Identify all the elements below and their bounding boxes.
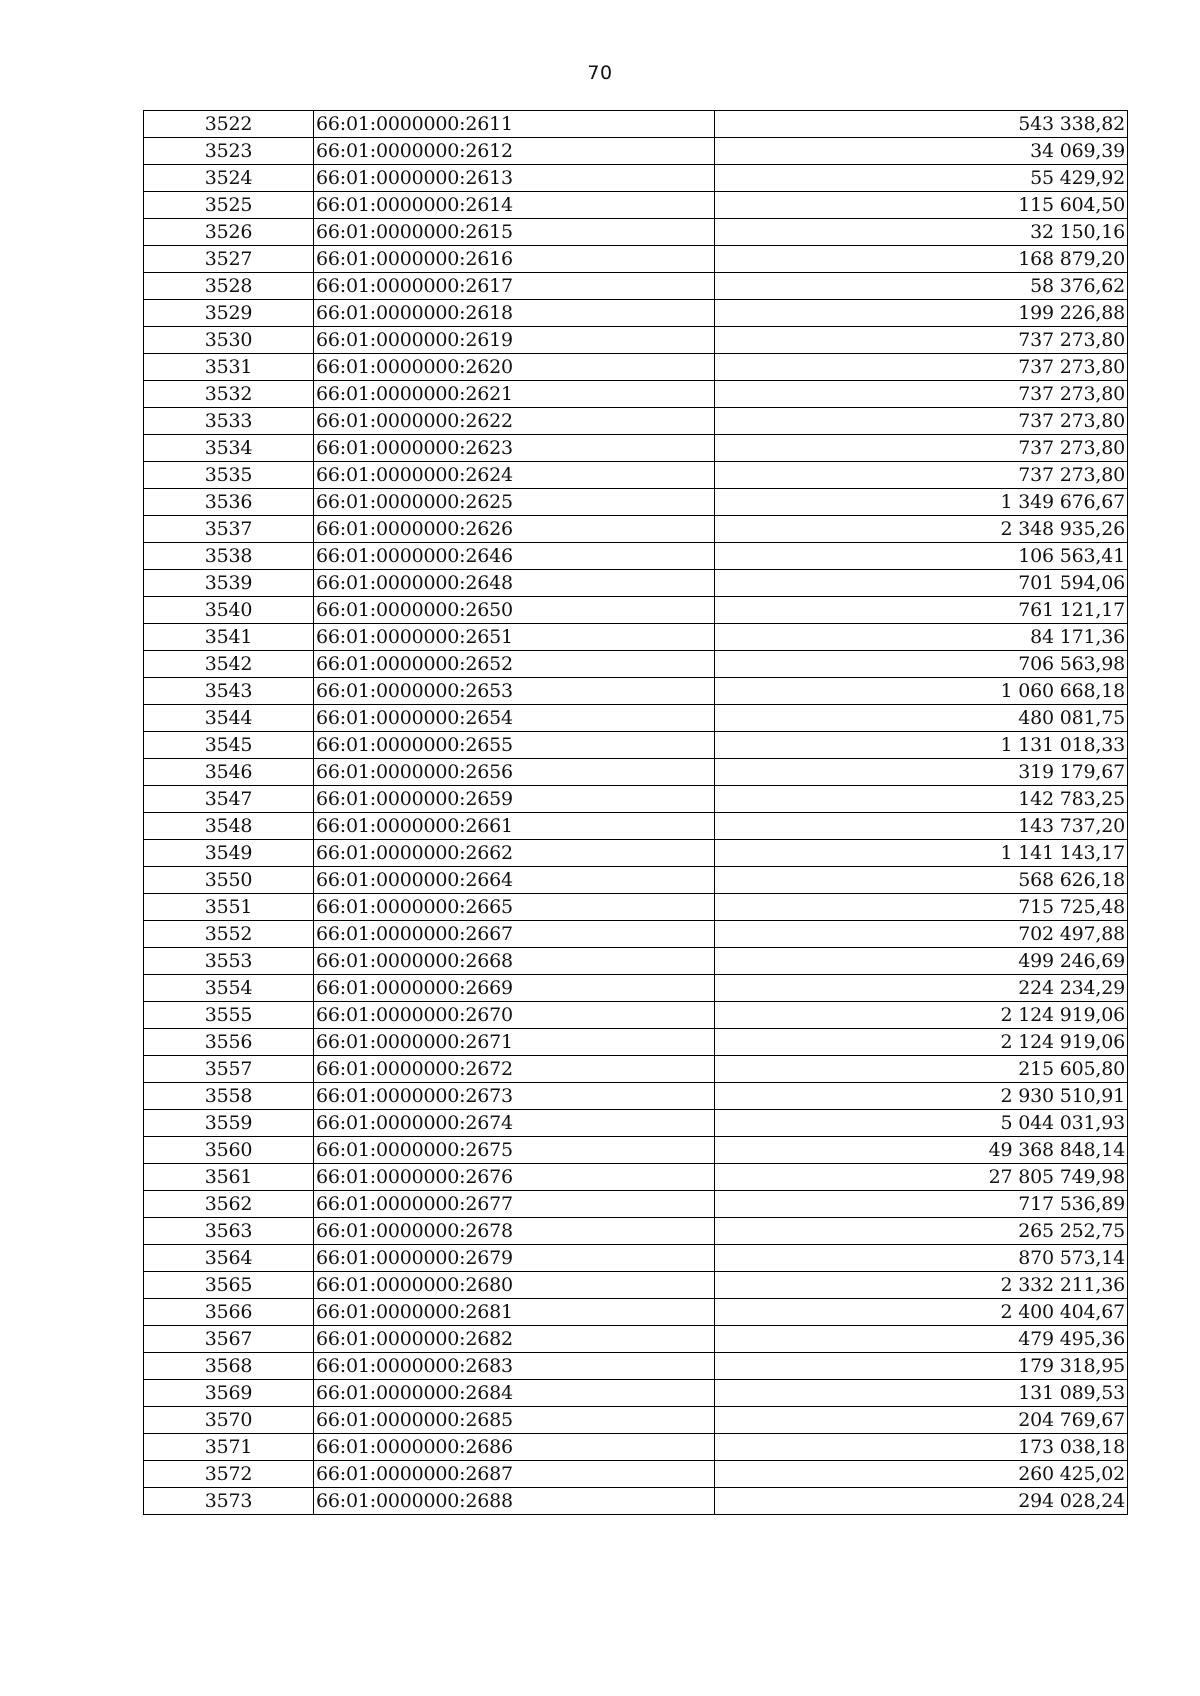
row-number-cell: 3573	[144, 1488, 314, 1515]
table-row	[144, 1488, 1128, 1515]
cadastral-value-cell: 701 594,06	[715, 570, 1128, 597]
table-row	[144, 381, 1128, 408]
row-number-cell: 3541	[144, 624, 314, 651]
cadastral-value-cell: 717 536,89	[715, 1191, 1128, 1218]
cadastral-value-cell: 265 252,75	[715, 1218, 1128, 1245]
cadastral-number-cell: 66:01:0000000:2621	[314, 381, 715, 408]
table-row	[144, 975, 1128, 1002]
cadastral-number-cell: 66:01:0000000:2680	[314, 1272, 715, 1299]
row-number-cell: 3569	[144, 1380, 314, 1407]
table-row	[144, 1245, 1128, 1272]
table-row	[144, 327, 1128, 354]
cadastral-value-cell: 737 273,80	[715, 435, 1128, 462]
table-row	[144, 624, 1128, 651]
cadastral-number-cell: 66:01:0000000:2617	[314, 273, 715, 300]
cadastral-number-cell: 66:01:0000000:2681	[314, 1299, 715, 1326]
table-row	[144, 354, 1128, 381]
row-number-cell: 3526	[144, 219, 314, 246]
cadastral-number-cell: 66:01:0000000:2625	[314, 489, 715, 516]
row-number-cell: 3557	[144, 1056, 314, 1083]
cadastral-value-cell: 106 563,41	[715, 543, 1128, 570]
row-number-cell: 3568	[144, 1353, 314, 1380]
table-row	[144, 1191, 1128, 1218]
table-row	[144, 462, 1128, 489]
cadastral-number-cell: 66:01:0000000:2672	[314, 1056, 715, 1083]
table-row	[144, 435, 1128, 462]
cadastral-value-cell: 131 089,53	[715, 1380, 1128, 1407]
table-row	[144, 1326, 1128, 1353]
row-number-cell: 3530	[144, 327, 314, 354]
cadastral-value-cell: 204 769,67	[715, 1407, 1128, 1434]
table-row	[144, 408, 1128, 435]
cadastral-number-cell: 66:01:0000000:2646	[314, 543, 715, 570]
table-row	[144, 1407, 1128, 1434]
cadastral-number-cell: 66:01:0000000:2654	[314, 705, 715, 732]
cadastral-value-cell: 2 400 404,67	[715, 1299, 1128, 1326]
cadastral-number-cell: 66:01:0000000:2667	[314, 921, 715, 948]
cadastral-value-cell: 1 060 668,18	[715, 678, 1128, 705]
cadastral-value-cell: 737 273,80	[715, 462, 1128, 489]
cadastral-value-cell: 49 368 848,14	[715, 1137, 1128, 1164]
cadastral-value-cell: 260 425,02	[715, 1461, 1128, 1488]
cadastral-value-cell: 480 081,75	[715, 705, 1128, 732]
cadastral-value-cell: 58 376,62	[715, 273, 1128, 300]
row-number-cell: 3545	[144, 732, 314, 759]
table-row	[144, 1164, 1128, 1191]
table-row	[144, 786, 1128, 813]
cadastral-value-cell: 499 246,69	[715, 948, 1128, 975]
cadastral-number-cell: 66:01:0000000:2620	[314, 354, 715, 381]
cadastral-number-cell: 66:01:0000000:2668	[314, 948, 715, 975]
cadastral-value-cell: 319 179,67	[715, 759, 1128, 786]
row-number-cell: 3558	[144, 1083, 314, 1110]
cadastral-value-cell: 702 497,88	[715, 921, 1128, 948]
row-number-cell: 3547	[144, 786, 314, 813]
cadastral-value-cell: 737 273,80	[715, 327, 1128, 354]
table-row	[144, 570, 1128, 597]
cadastral-number-cell: 66:01:0000000:2688	[314, 1488, 715, 1515]
row-number-cell: 3534	[144, 435, 314, 462]
cadastral-number-cell: 66:01:0000000:2678	[314, 1218, 715, 1245]
table-row	[144, 1218, 1128, 1245]
row-number-cell: 3561	[144, 1164, 314, 1191]
row-number-cell: 3549	[144, 840, 314, 867]
cadastral-number-cell: 66:01:0000000:2683	[314, 1353, 715, 1380]
cadastral-number-cell: 66:01:0000000:2655	[314, 732, 715, 759]
row-number-cell: 3535	[144, 462, 314, 489]
cadastral-value-cell: 1 141 143,17	[715, 840, 1128, 867]
cadastral-value-cell: 2 930 510,91	[715, 1083, 1128, 1110]
cadastral-number-cell: 66:01:0000000:2612	[314, 138, 715, 165]
table-row	[144, 1002, 1128, 1029]
table-row	[144, 246, 1128, 273]
cadastral-value-cell: 179 318,95	[715, 1353, 1128, 1380]
cadastral-value-cell: 32 150,16	[715, 219, 1128, 246]
cadastral-value-cell: 173 038,18	[715, 1434, 1128, 1461]
cadastral-number-cell: 66:01:0000000:2684	[314, 1380, 715, 1407]
cadastral-number-cell: 66:01:0000000:2651	[314, 624, 715, 651]
table-row	[144, 1272, 1128, 1299]
cadastral-value-cell: 870 573,14	[715, 1245, 1128, 1272]
cadastral-number-cell: 66:01:0000000:2676	[314, 1164, 715, 1191]
row-number-cell: 3522	[144, 111, 314, 138]
cadastral-value-cell: 294 028,24	[715, 1488, 1128, 1515]
row-number-cell: 3524	[144, 165, 314, 192]
cadastral-number-cell: 66:01:0000000:2618	[314, 300, 715, 327]
cadastral-value-cell: 34 069,39	[715, 138, 1128, 165]
cadastral-number-cell: 66:01:0000000:2686	[314, 1434, 715, 1461]
cadastral-number-cell: 66:01:0000000:2685	[314, 1407, 715, 1434]
table-row	[144, 678, 1128, 705]
cadastral-value-cell: 479 495,36	[715, 1326, 1128, 1353]
cadastral-value-cell: 2 332 211,36	[715, 1272, 1128, 1299]
row-number-cell: 3528	[144, 273, 314, 300]
row-number-cell: 3571	[144, 1434, 314, 1461]
table-row	[144, 1461, 1128, 1488]
cadastral-value-cell: 115 604,50	[715, 192, 1128, 219]
table-row	[144, 1299, 1128, 1326]
cadastral-value-cell: 568 626,18	[715, 867, 1128, 894]
cadastral-value-cell: 737 273,80	[715, 408, 1128, 435]
table-row	[144, 219, 1128, 246]
table-row	[144, 597, 1128, 624]
table-row	[144, 138, 1128, 165]
table-row	[144, 1434, 1128, 1461]
cadastral-value-cell: 1 131 018,33	[715, 732, 1128, 759]
cadastral-value-cell: 2 348 935,26	[715, 516, 1128, 543]
cadastral-number-cell: 66:01:0000000:2670	[314, 1002, 715, 1029]
row-number-cell: 3566	[144, 1299, 314, 1326]
cadastral-value-cell: 1 349 676,67	[715, 489, 1128, 516]
cadastral-value-cell: 715 725,48	[715, 894, 1128, 921]
table-row	[144, 921, 1128, 948]
table-row	[144, 1083, 1128, 1110]
row-number-cell: 3552	[144, 921, 314, 948]
row-number-cell: 3548	[144, 813, 314, 840]
cadastral-value-cell: 706 563,98	[715, 651, 1128, 678]
page-number: 70	[587, 62, 613, 84]
cadastral-value-cell: 761 121,17	[715, 597, 1128, 624]
cadastral-value-cell: 142 783,25	[715, 786, 1128, 813]
cadastral-number-cell: 66:01:0000000:2613	[314, 165, 715, 192]
row-number-cell: 3567	[144, 1326, 314, 1353]
row-number-cell: 3550	[144, 867, 314, 894]
row-number-cell: 3531	[144, 354, 314, 381]
cadastral-number-cell: 66:01:0000000:2615	[314, 219, 715, 246]
table-row	[144, 867, 1128, 894]
table-row	[144, 948, 1128, 975]
row-number-cell: 3546	[144, 759, 314, 786]
row-number-cell: 3565	[144, 1272, 314, 1299]
cadastral-number-cell: 66:01:0000000:2664	[314, 867, 715, 894]
cadastral-number-cell: 66:01:0000000:2624	[314, 462, 715, 489]
table-row	[144, 813, 1128, 840]
row-number-cell: 3532	[144, 381, 314, 408]
cadastral-value-cell: 737 273,80	[715, 354, 1128, 381]
cadastral-value-cell: 143 737,20	[715, 813, 1128, 840]
cadastral-value-cell: 737 273,80	[715, 381, 1128, 408]
row-number-cell: 3564	[144, 1245, 314, 1272]
table-row	[144, 516, 1128, 543]
cadastral-value-cell: 224 234,29	[715, 975, 1128, 1002]
cadastral-number-cell: 66:01:0000000:2659	[314, 786, 715, 813]
cadastral-number-cell: 66:01:0000000:2662	[314, 840, 715, 867]
row-number-cell: 3538	[144, 543, 314, 570]
cadastral-value-cell: 543 338,82	[715, 111, 1128, 138]
cadastral-number-cell: 66:01:0000000:2671	[314, 1029, 715, 1056]
table-row	[144, 1380, 1128, 1407]
cadastral-number-cell: 66:01:0000000:2622	[314, 408, 715, 435]
table-row	[144, 1137, 1128, 1164]
row-number-cell: 3551	[144, 894, 314, 921]
cadastral-number-cell: 66:01:0000000:2679	[314, 1245, 715, 1272]
table-body	[144, 111, 1128, 1515]
cadastral-value-cell: 2 124 919,06	[715, 1002, 1128, 1029]
cadastral-number-cell: 66:01:0000000:2611	[314, 111, 715, 138]
table-row	[144, 111, 1128, 138]
row-number-cell: 3553	[144, 948, 314, 975]
table-row	[144, 1110, 1128, 1137]
row-number-cell: 3555	[144, 1002, 314, 1029]
row-number-cell: 3536	[144, 489, 314, 516]
cadastral-number-cell: 66:01:0000000:2626	[314, 516, 715, 543]
row-number-cell: 3529	[144, 300, 314, 327]
cadastral-number-cell: 66:01:0000000:2673	[314, 1083, 715, 1110]
table-row	[144, 543, 1128, 570]
table-row	[144, 1056, 1128, 1083]
row-number-cell: 3563	[144, 1218, 314, 1245]
cadastral-value-cell: 55 429,92	[715, 165, 1128, 192]
table-row	[144, 759, 1128, 786]
row-number-cell: 3543	[144, 678, 314, 705]
table-row	[144, 840, 1128, 867]
row-number-cell: 3556	[144, 1029, 314, 1056]
cadastral-value-cell: 27 805 749,98	[715, 1164, 1128, 1191]
row-number-cell: 3537	[144, 516, 314, 543]
row-number-cell: 3542	[144, 651, 314, 678]
row-number-cell: 3570	[144, 1407, 314, 1434]
row-number-cell: 3523	[144, 138, 314, 165]
cadastral-number-cell: 66:01:0000000:2614	[314, 192, 715, 219]
cadastral-value-cell: 215 605,80	[715, 1056, 1128, 1083]
cadastral-number-cell: 66:01:0000000:2623	[314, 435, 715, 462]
table-row	[144, 894, 1128, 921]
table-row	[144, 300, 1128, 327]
table-row	[144, 705, 1128, 732]
cadastral-number-cell: 66:01:0000000:2675	[314, 1137, 715, 1164]
row-number-cell: 3540	[144, 597, 314, 624]
row-number-cell: 3544	[144, 705, 314, 732]
cadastral-number-cell: 66:01:0000000:2650	[314, 597, 715, 624]
cadastral-value-cell: 84 171,36	[715, 624, 1128, 651]
cadastral-number-cell: 66:01:0000000:2687	[314, 1461, 715, 1488]
table-row	[144, 165, 1128, 192]
cadastral-number-cell: 66:01:0000000:2669	[314, 975, 715, 1002]
cadastral-number-cell: 66:01:0000000:2682	[314, 1326, 715, 1353]
row-number-cell: 3560	[144, 1137, 314, 1164]
table-row	[144, 273, 1128, 300]
cadastral-value-table	[143, 110, 1128, 1515]
row-number-cell: 3525	[144, 192, 314, 219]
cadastral-number-cell: 66:01:0000000:2665	[314, 894, 715, 921]
cadastral-number-cell: 66:01:0000000:2677	[314, 1191, 715, 1218]
table-row	[144, 192, 1128, 219]
row-number-cell: 3554	[144, 975, 314, 1002]
cadastral-number-cell: 66:01:0000000:2619	[314, 327, 715, 354]
row-number-cell: 3539	[144, 570, 314, 597]
row-number-cell: 3527	[144, 246, 314, 273]
cadastral-value-cell: 2 124 919,06	[715, 1029, 1128, 1056]
cadastral-number-cell: 66:01:0000000:2653	[314, 678, 715, 705]
cadastral-number-cell: 66:01:0000000:2674	[314, 1110, 715, 1137]
cadastral-number-cell: 66:01:0000000:2661	[314, 813, 715, 840]
cadastral-number-cell: 66:01:0000000:2648	[314, 570, 715, 597]
cadastral-value-cell: 168 879,20	[715, 246, 1128, 273]
cadastral-number-cell: 66:01:0000000:2616	[314, 246, 715, 273]
row-number-cell: 3559	[144, 1110, 314, 1137]
row-number-cell: 3572	[144, 1461, 314, 1488]
table-row	[144, 1029, 1128, 1056]
cadastral-value-cell: 199 226,88	[715, 300, 1128, 327]
cadastral-value-cell: 5 044 031,93	[715, 1110, 1128, 1137]
row-number-cell: 3533	[144, 408, 314, 435]
table-row	[144, 732, 1128, 759]
cadastral-number-cell: 66:01:0000000:2652	[314, 651, 715, 678]
table-row	[144, 1353, 1128, 1380]
table-row	[144, 651, 1128, 678]
table-row	[144, 489, 1128, 516]
row-number-cell: 3562	[144, 1191, 314, 1218]
cadastral-number-cell: 66:01:0000000:2656	[314, 759, 715, 786]
